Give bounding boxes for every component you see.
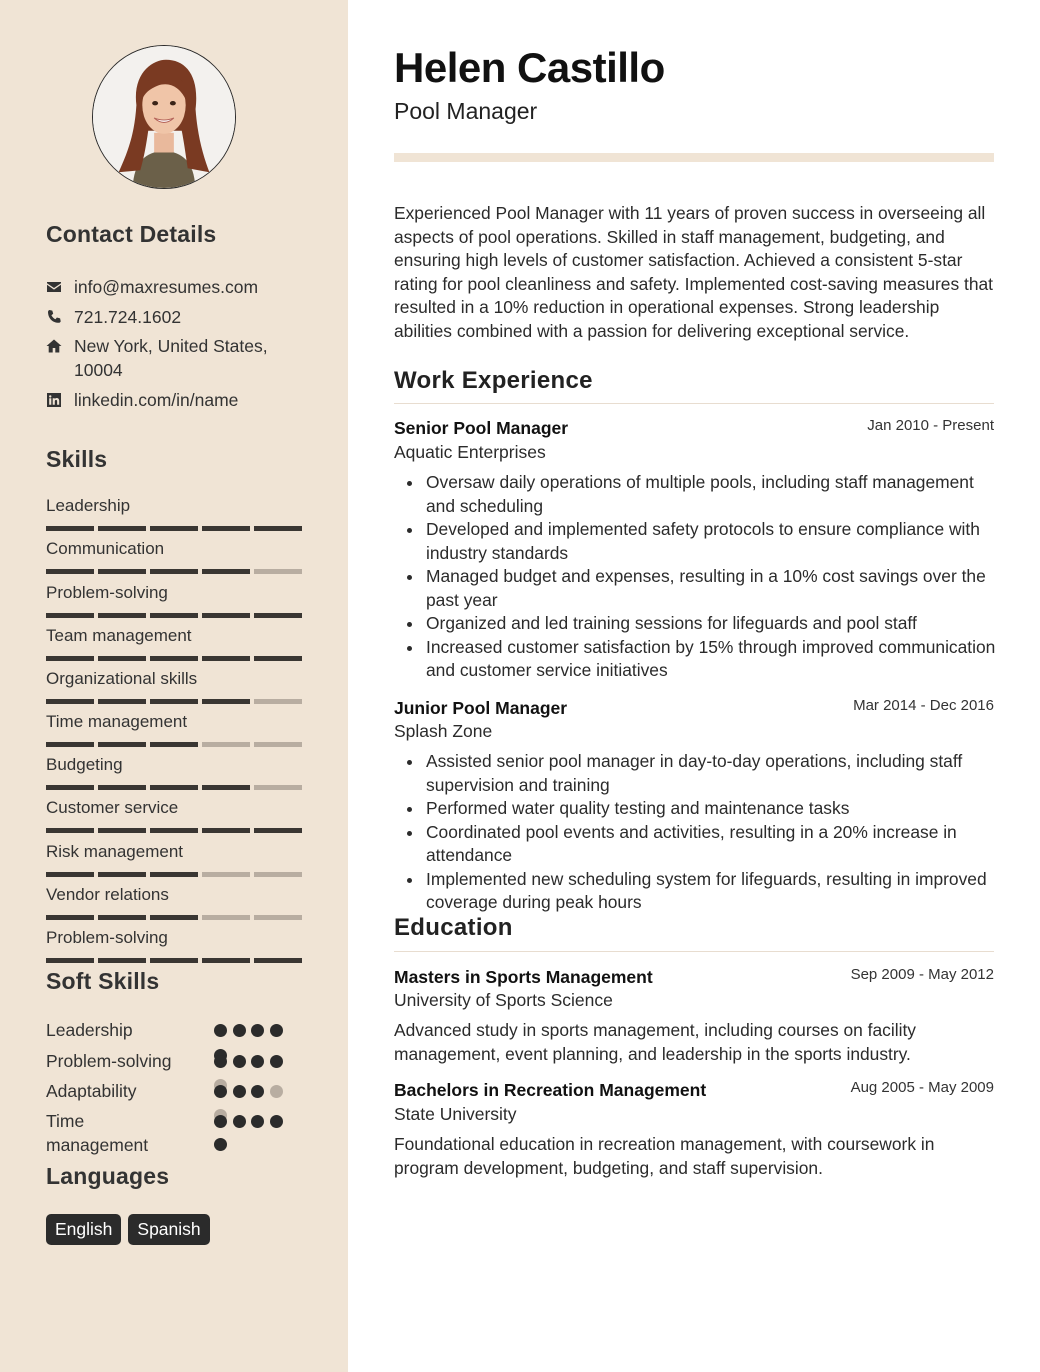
contact-phone[interactable] xyxy=(46,305,316,329)
skill-label: Problem-solving xyxy=(46,928,168,947)
rating-dot xyxy=(214,1024,227,1037)
envelope-icon xyxy=(46,275,64,299)
skill-label: Problem-solving xyxy=(46,583,168,602)
education-degree: Masters in Sports Management xyxy=(394,967,653,987)
contact-address-text xyxy=(74,334,268,382)
rating-dot xyxy=(233,1055,246,1068)
skill-level-segment xyxy=(98,742,146,747)
soft-skill-dots xyxy=(214,1049,294,1073)
skill-level-segment xyxy=(202,569,250,574)
skill-label: Budgeting xyxy=(46,755,123,774)
skill-level-segment xyxy=(150,656,198,661)
skill-label: Team management xyxy=(46,626,192,645)
skill-level-segment xyxy=(202,828,250,833)
soft-skill-dots xyxy=(214,1109,294,1133)
skill-label: Customer service xyxy=(46,798,179,817)
skill-level-segment xyxy=(254,742,302,747)
rating-dot xyxy=(251,1085,264,1098)
skill-level-segment xyxy=(46,785,94,790)
rating-dot xyxy=(233,1085,246,1098)
job-bullet: Implemented new scheduling system for lifeguards, resulting in improved coverage during peak hours xyxy=(426,868,996,915)
skill-label: Time management xyxy=(46,712,188,731)
job-bullet: Oversaw daily operations of multiple pools, including staff management and scheduling xyxy=(426,471,996,518)
work-experience-heading: Work Experience xyxy=(394,367,593,394)
soft-skills-heading: Soft Skills xyxy=(46,968,160,994)
skill-level-segment xyxy=(98,699,146,704)
skill-level-bar xyxy=(46,656,304,661)
skill-row xyxy=(46,797,304,833)
linkedin-icon xyxy=(46,388,64,412)
rating-dot xyxy=(251,1115,264,1128)
skill-level-segment xyxy=(254,699,302,704)
skill-level-segment xyxy=(150,613,198,618)
skill-label: Organizational skills xyxy=(46,669,198,688)
skill-level-segment xyxy=(98,569,146,574)
skill-level-segment xyxy=(202,699,250,704)
skill-row xyxy=(46,625,304,661)
skill-level-segment xyxy=(150,785,198,790)
skill-level-segment xyxy=(254,872,302,877)
skill-level-segment xyxy=(46,699,94,704)
education-degree: Bachelors in Recreation Management xyxy=(394,1080,707,1100)
rating-dot xyxy=(233,1115,246,1128)
education-date: Sep 2009 - May 2012 xyxy=(850,966,994,983)
contact-phone-text: 721.724.1602 xyxy=(74,307,182,327)
contact-linkedin[interactable] xyxy=(46,388,316,412)
language-badge: English xyxy=(46,1214,121,1245)
soft-skill-label xyxy=(46,1109,214,1157)
skill-level-bar xyxy=(46,613,304,618)
skill-level-segment xyxy=(46,828,94,833)
rating-dot xyxy=(251,1055,264,1068)
skill-level-segment xyxy=(98,656,146,661)
skill-level-segment xyxy=(254,958,302,963)
skill-level-segment xyxy=(150,569,198,574)
education-school: University of Sports Science xyxy=(394,990,613,1010)
education-school: State University xyxy=(394,1104,517,1124)
skill-row xyxy=(46,495,304,531)
skill-level-segment xyxy=(46,656,94,661)
address-line-2: 10004 xyxy=(74,360,123,380)
skill-row xyxy=(46,668,304,704)
soft-skill-row xyxy=(46,1079,306,1103)
profile-summary: Experienced Pool Manager with 11 years of proven success in overseeing all aspects of pool operations. Skilled in staff management, budgeting, and ensuring high levels of customer satisfaction. Achieved a consistent 5-star rating for pool cleanliness and safety. Implemented cost-saving measures that resulted in a 10% reduction in operational expenses. Strong leadership abilities combined with a passion for delivering exceptional service. xyxy=(394,203,993,341)
phone-icon xyxy=(46,305,64,329)
education-date: Aug 2005 - May 2009 xyxy=(850,1079,994,1096)
skill-label: Leadership xyxy=(46,496,131,515)
job-date: Jan 2010 - Present xyxy=(867,417,994,434)
rating-dot xyxy=(270,1024,283,1037)
candidate-name: Helen Castillo xyxy=(394,44,665,91)
soft-skill-row xyxy=(46,1018,306,1042)
contact-linkedin-text: linkedin.com/in/name xyxy=(74,390,239,410)
rating-dot xyxy=(214,1138,227,1151)
skill-level-segment xyxy=(150,828,198,833)
skill-level-bar xyxy=(46,828,304,833)
rating-dot xyxy=(214,1085,227,1098)
skill-level-segment xyxy=(98,526,146,531)
skill-level-segment xyxy=(202,656,250,661)
rating-dot xyxy=(270,1115,283,1128)
education-description: Advanced study in sports management, including courses on facility management, event planning, and leadership in the sports industry. xyxy=(394,1020,916,1064)
skill-level-segment xyxy=(98,785,146,790)
job-bullet: Managed budget and expenses, resulting in a 10% cost savings over the past year xyxy=(426,565,996,612)
soft-skill-label-line-2: management xyxy=(46,1135,149,1155)
soft-skill-dots xyxy=(214,1018,294,1042)
skill-level-segment xyxy=(98,613,146,618)
skill-level-segment xyxy=(150,872,198,877)
job-bullet: Performed water quality testing and maintenance tasks xyxy=(426,797,996,821)
job-company: Splash Zone xyxy=(394,721,493,741)
skill-level-segment xyxy=(46,526,94,531)
skill-level-segment xyxy=(202,915,250,920)
skill-level-segment xyxy=(202,742,250,747)
skill-label: Vendor relations xyxy=(46,885,169,904)
skill-row xyxy=(46,884,304,920)
skills-heading: Skills xyxy=(46,446,108,472)
rating-dot xyxy=(251,1024,264,1037)
skill-level-segment xyxy=(46,915,94,920)
skill-level-segment xyxy=(202,872,250,877)
education-description: Foundational education in recreation management, with coursework in program development, budgeting, and staff supervision. xyxy=(394,1134,935,1178)
language-badge: Spanish xyxy=(128,1214,209,1245)
job-title: Senior Pool Manager xyxy=(394,418,569,438)
skill-level-bar xyxy=(46,742,304,747)
skill-level-segment xyxy=(150,958,198,963)
skill-level-bar xyxy=(46,785,304,790)
job-date: Mar 2014 - Dec 2016 xyxy=(853,697,994,714)
languages-heading: Languages xyxy=(46,1163,170,1189)
skill-level-segment xyxy=(254,526,302,531)
skill-level-bar xyxy=(46,958,304,963)
soft-skill-label: Adaptability xyxy=(46,1081,137,1101)
skill-row xyxy=(46,841,304,877)
job-bullet: Assisted senior pool manager in day-to-day operations, including staff supervision and training xyxy=(426,750,996,797)
skill-level-segment xyxy=(150,699,198,704)
skill-level-segment xyxy=(46,742,94,747)
skill-level-segment xyxy=(254,828,302,833)
header-divider xyxy=(394,153,994,162)
skill-level-segment xyxy=(46,958,94,963)
skill-level-segment xyxy=(150,915,198,920)
skill-level-bar xyxy=(46,872,304,877)
address-line-1: New York, United States, xyxy=(74,336,268,356)
skill-level-bar xyxy=(46,915,304,920)
section-divider xyxy=(394,951,994,952)
soft-skill-label: Leadership xyxy=(46,1020,133,1040)
skill-level-segment xyxy=(46,569,94,574)
contact-address xyxy=(46,334,316,382)
job-company: Aquatic Enterprises xyxy=(394,442,546,462)
skill-level-bar xyxy=(46,699,304,704)
profile-photo-illustration xyxy=(93,46,235,188)
soft-skill-label: Problem-solving xyxy=(46,1051,172,1071)
skill-level-segment xyxy=(254,613,302,618)
job-bullet: Organized and led training sessions for lifeguards and pool staff xyxy=(426,612,996,636)
education-heading: Education xyxy=(394,914,513,941)
rating-dot xyxy=(233,1024,246,1037)
rating-dot xyxy=(270,1055,283,1068)
skill-level-segment xyxy=(254,785,302,790)
section-divider xyxy=(394,403,994,404)
skill-level-bar xyxy=(46,569,304,574)
rating-dot xyxy=(270,1085,283,1098)
skill-level-segment xyxy=(202,613,250,618)
skill-level-segment xyxy=(98,915,146,920)
skill-level-segment xyxy=(46,872,94,877)
skill-level-segment xyxy=(202,526,250,531)
rating-dot xyxy=(214,1115,227,1128)
skill-level-segment xyxy=(150,742,198,747)
skill-row xyxy=(46,711,304,747)
skill-level-bar xyxy=(46,526,304,531)
skill-label: Communication xyxy=(46,539,165,558)
skill-level-segment xyxy=(46,613,94,618)
skill-level-segment xyxy=(98,872,146,877)
skill-row xyxy=(46,927,304,963)
soft-skill-label-line-1: Time xyxy=(46,1111,85,1131)
job-bullets xyxy=(426,750,996,915)
job-bullet: Coordinated pool events and activities, resulting in a 20% increase in attendance xyxy=(426,821,996,868)
skill-level-segment xyxy=(98,828,146,833)
job-bullet: Increased customer satisfaction by 15% through improved communication and customer service initiatives xyxy=(426,636,996,683)
profile-photo xyxy=(92,45,236,189)
job-bullets xyxy=(426,471,996,683)
skill-level-segment xyxy=(254,569,302,574)
skill-level-segment xyxy=(150,526,198,531)
contact-heading: Contact Details xyxy=(46,221,217,247)
contact-email-text: info@maxresumes.com xyxy=(74,277,259,297)
soft-skill-row xyxy=(46,1109,306,1157)
skill-row xyxy=(46,754,304,790)
skill-row xyxy=(46,582,304,618)
contact-email[interactable] xyxy=(46,275,316,299)
rating-dot xyxy=(214,1055,227,1068)
languages-list xyxy=(46,1214,210,1245)
job-bullet: Developed and implemented safety protocols to ensure compliance with industry standards xyxy=(426,518,996,565)
soft-skill-row xyxy=(46,1049,306,1073)
skill-level-segment xyxy=(254,915,302,920)
skill-row xyxy=(46,538,304,574)
skill-level-segment xyxy=(202,785,250,790)
soft-skill-dots xyxy=(214,1079,294,1103)
sidebar xyxy=(0,0,348,1372)
skill-level-segment xyxy=(254,656,302,661)
skill-level-segment xyxy=(202,958,250,963)
home-icon xyxy=(46,334,64,358)
skill-level-segment xyxy=(98,958,146,963)
skill-label: Risk management xyxy=(46,842,184,861)
job-title: Junior Pool Manager xyxy=(394,698,568,718)
candidate-title: Pool Manager xyxy=(394,98,538,124)
